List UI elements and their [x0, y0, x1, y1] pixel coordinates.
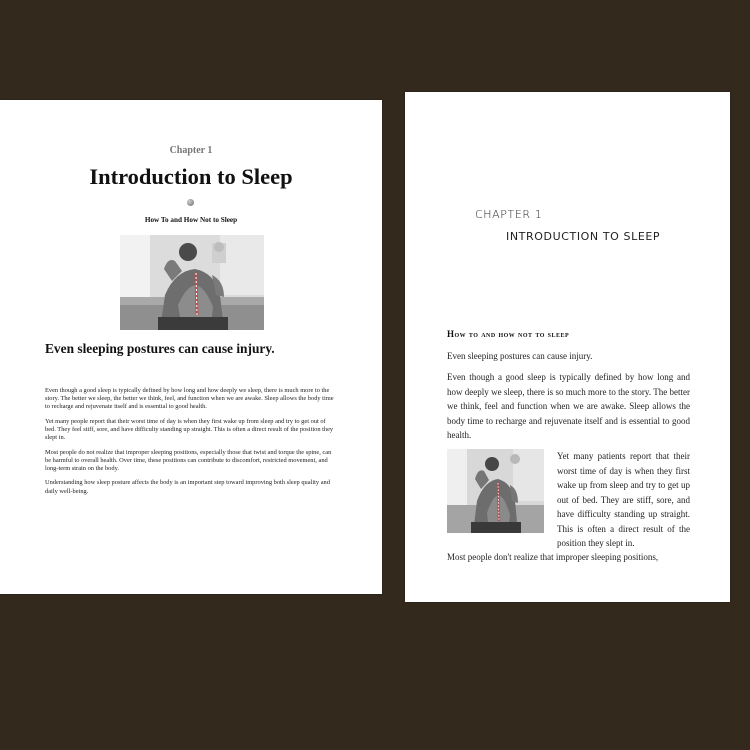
section-heading: How to and how not to sleep — [447, 329, 570, 339]
paragraph: Yet many people report that their worst time of day is when they first wake up from sleep and try to get out of bed. They feel stiff, sore, and have difficulty standing up straight. This is often a direct result of the position they slept in. — [45, 417, 334, 442]
chapter-label: CHAPTER 1 — [475, 208, 543, 221]
section-heading: Even sleeping postures can cause injury. — [45, 341, 275, 356]
paragraph: Even though a good sleep is typically defined by how long and how deeply we sleep, there is much more to the story. The better we sleep, the better we think, feel, and function when we are awake. Sleep allows the body time to recharge and rejuvenate itself and is essential to good health. — [45, 387, 334, 411]
chapter-label: Chapter 1 — [169, 145, 213, 156]
body-text — [45, 387, 337, 502]
right-book-page — [405, 92, 730, 602]
intro-line: Even sleeping postures can cause injury. — [447, 351, 593, 361]
ornament-dot-icon — [187, 199, 194, 206]
chapter-title: INTRODUCTION TO SLEEP — [506, 230, 661, 243]
paragraph: Most people do not realize that improper sleeping positions, especially those that twist and torque the spine, can be harmful to overall health. Over time, these positions can contribute to discomfort, restricted movement, and long-term strain on the body. — [45, 448, 332, 472]
chapter-title: Introduction to Sleep — [89, 164, 293, 189]
paragraph: Yet many patients report that their worst time of day is when they first wake up from sleep and try to get up out of bed. They are stiff, sore, and have difficulty standing up straight. This is often a direct result of the position they slept in. — [557, 451, 690, 548]
chapter-subtitle: How To and How Not to Sleep — [144, 216, 238, 224]
paragraph: Most people don't realize that improper sleeping positions, — [447, 552, 659, 562]
paragraph: Understanding how sleep posture affects the body is an important step toward improving both sleep quality and daily well-being. — [45, 479, 330, 495]
left-book-page — [0, 100, 382, 594]
paragraph: Even though a good sleep is typically defined by how long and how deeply we sleep, there is so much more to the story. The better we think, feel and function when we are awake. Sleep allows the body time to recharge and rejuvenate itself and is essential to good health. — [447, 372, 690, 441]
back-pain-photo — [447, 449, 544, 533]
back-pain-photo — [120, 235, 264, 330]
